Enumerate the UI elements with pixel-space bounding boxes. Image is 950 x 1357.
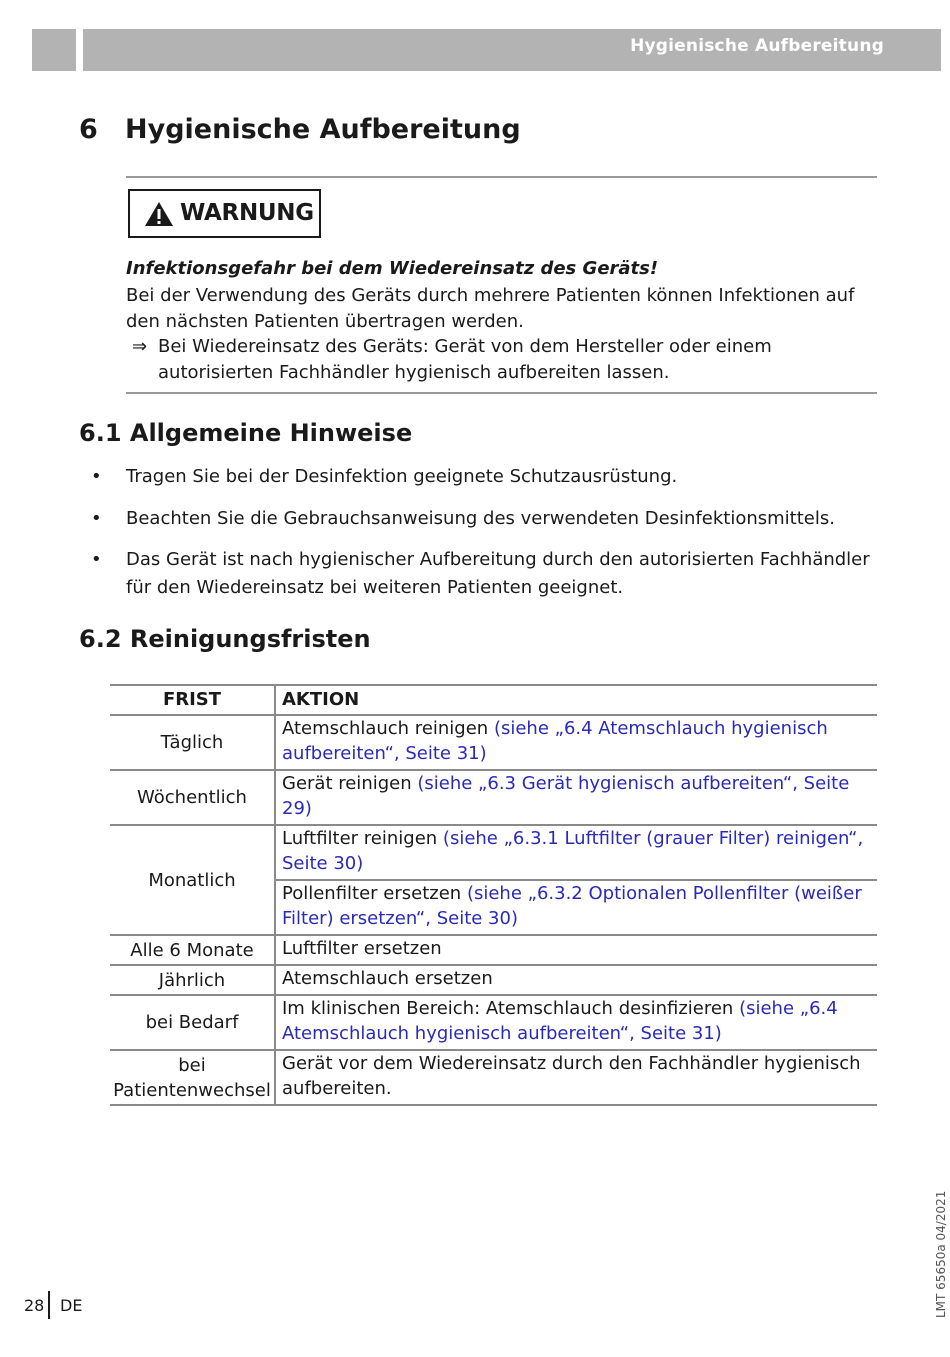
cross-reference-link[interactable]: (siehe „6.4 Atemschlauch hygienisch aufbereiten“, Seite 31) xyxy=(282,998,838,1044)
header-block-left xyxy=(32,29,76,71)
table-row xyxy=(110,825,877,880)
cross-reference-link[interactable]: (siehe „6.3.2 Optionalen Pollenfilter (weißer Filter) ersetzen“, Seite 30) xyxy=(282,883,862,929)
warning-bottom-rule xyxy=(126,392,877,394)
warning-label-box xyxy=(128,189,321,238)
aktion-text: Atemschlauch reinigen xyxy=(282,718,494,739)
chapter-heading xyxy=(79,114,521,145)
list-item xyxy=(91,546,886,602)
aktion-cell xyxy=(275,715,877,770)
chapter-title: Hygienische Aufbereitung xyxy=(125,114,521,145)
cleaning-schedule-table xyxy=(110,684,877,1106)
running-header-title: Hygienische Aufbereitung xyxy=(630,36,884,56)
cross-reference-link[interactable]: (siehe „6.3 Gerät hygienisch aufbereiten“, Seite 29) xyxy=(282,773,850,819)
chapter-number: 6 xyxy=(79,114,98,145)
list-item-text: Tragen Sie bei der Desinfektion geeignete Schutzausrüstung. xyxy=(126,466,678,487)
frist-cell: Täglich xyxy=(110,715,275,770)
frist-cell: Wöchentlich xyxy=(110,770,275,825)
page-number: 28 xyxy=(24,1296,45,1315)
aktion-text: Atemschlauch ersetzen xyxy=(282,968,493,989)
aktion-text: Gerät vor dem Wiedereinsatz durch den Fachhändler hygienisch aufbereiten. xyxy=(282,1053,861,1099)
aktion-cell xyxy=(275,880,877,935)
bullet-icon: • xyxy=(91,549,102,570)
bullet-icon: • xyxy=(91,508,102,529)
aktion-text: Luftfilter reinigen xyxy=(282,828,443,849)
footer-divider xyxy=(48,1291,50,1319)
column-header-aktion: AKTION xyxy=(275,685,877,715)
table-header-row xyxy=(110,685,877,715)
warning-title: Infektionsgefahr bei dem Wiedereinsatz des Geräts! xyxy=(126,258,659,279)
warning-top-rule xyxy=(126,176,877,178)
frist-cell: Monatlich xyxy=(110,825,275,935)
aktion-cell xyxy=(275,935,877,965)
aktion-text: Gerät reinigen xyxy=(282,773,418,794)
section-heading-6-2: 6.2 Reinigungsfristen xyxy=(79,625,371,653)
cross-reference-link[interactable]: (siehe „6.3.1 Luftfilter (grauer Filter) reinigen“, Seite 30) xyxy=(282,828,864,874)
frist-cell: bei Bedarf xyxy=(110,995,275,1050)
frist-cell: bei Patientenwechsel xyxy=(110,1050,275,1105)
aktion-text: Luftfilter ersetzen xyxy=(282,938,442,959)
frist-cell: Alle 6 Monate xyxy=(110,935,275,965)
table-row xyxy=(110,770,877,825)
list-item-text: Beachten Sie die Gebrauchsanweisung des verwendeten Desinfektionsmittels. xyxy=(126,508,835,529)
bullet-icon: • xyxy=(91,466,102,487)
document-code: LMT 65650a 04/2021 xyxy=(934,1190,948,1318)
list-item xyxy=(91,463,886,491)
table-row xyxy=(110,965,877,995)
list-item xyxy=(91,505,886,533)
warning-triangle-icon xyxy=(144,201,174,227)
list-item-text: Das Gerät ist nach hygienischer Aufbereitung durch den autorisierten Fachhändler für den Wiedereinsatz bei weiteren Patienten geeignet. xyxy=(126,549,870,598)
cross-reference-link[interactable]: (siehe „6.4 Atemschlauch hygienisch aufbereiten“, Seite 31) xyxy=(282,718,828,764)
aktion-text: Im klinischen Bereich: Atemschlauch desinfizieren xyxy=(282,998,740,1019)
table-row xyxy=(110,715,877,770)
frist-cell: Jährlich xyxy=(110,965,275,995)
section-heading-6-1: 6.1 Allgemeine Hinweise xyxy=(79,419,413,447)
aktion-cell xyxy=(275,1050,877,1105)
warning-step-text: Bei Wiedereinsatz des Geräts: Gerät von dem Hersteller oder einem autorisierten Fachhändler hygienisch aufbereiten lassen. xyxy=(158,336,772,383)
aktion-cell xyxy=(275,995,877,1050)
table-row xyxy=(110,995,877,1050)
language-code: DE xyxy=(60,1296,83,1315)
aktion-cell xyxy=(275,965,877,995)
warning-body: Bei der Verwendung des Geräts durch mehrere Patienten können Infektionen auf den nächsten Patienten übertragen werden. xyxy=(126,285,855,332)
aktion-text: Pollenfilter ersetzen xyxy=(282,883,467,904)
warning-label: WARNUNG xyxy=(180,200,314,226)
table-row xyxy=(110,935,877,965)
arrow-right-icon: ⇒ xyxy=(132,336,148,357)
column-header-frist: FRIST xyxy=(110,685,275,715)
table-row xyxy=(110,1050,877,1105)
aktion-cell xyxy=(275,825,877,880)
aktion-cell xyxy=(275,770,877,825)
